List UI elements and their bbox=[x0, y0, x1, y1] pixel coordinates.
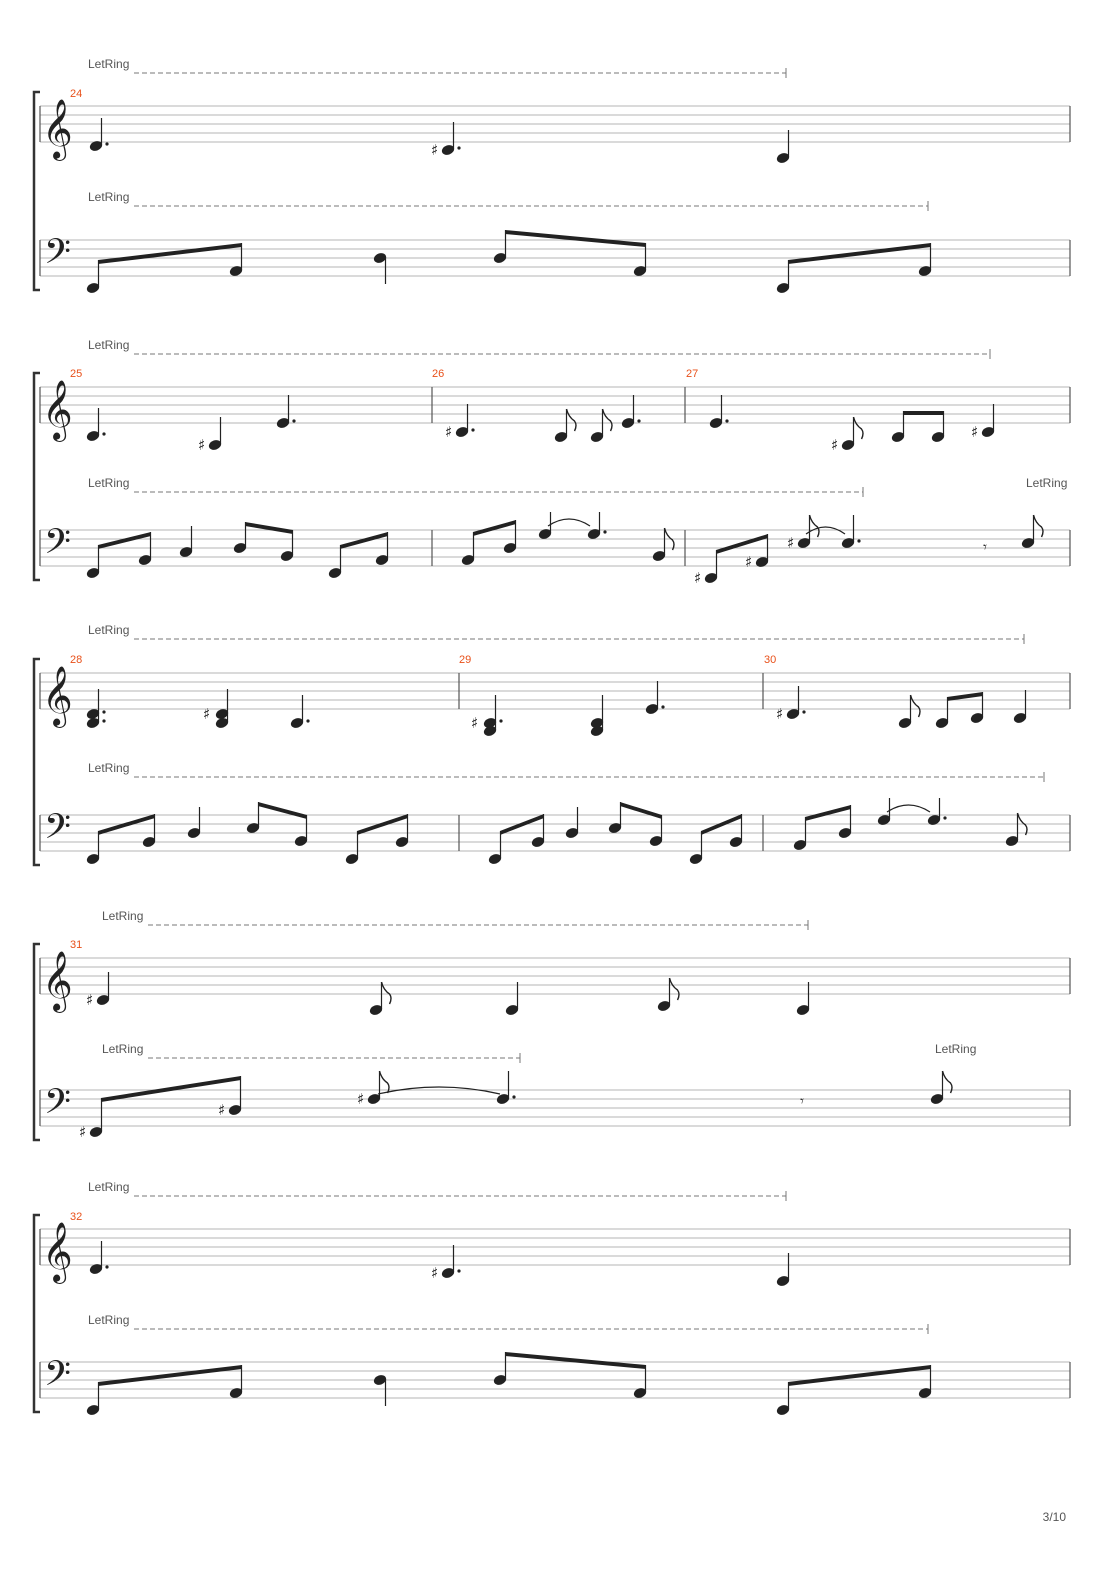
beam bbox=[505, 230, 646, 247]
dot bbox=[637, 419, 640, 422]
system-4 bbox=[34, 909, 1070, 1141]
sharp-sign: ♯ bbox=[745, 553, 753, 571]
let-ring-label: LetRing bbox=[88, 761, 130, 775]
beam bbox=[98, 532, 151, 549]
beam bbox=[788, 243, 931, 264]
system-1 bbox=[34, 57, 1070, 294]
beam bbox=[340, 532, 388, 549]
dot bbox=[457, 1269, 460, 1272]
beam bbox=[716, 534, 768, 554]
beam bbox=[98, 243, 242, 264]
measure-number: 28 bbox=[70, 654, 83, 666]
dot bbox=[105, 142, 108, 145]
sharp-sign: ♯ bbox=[694, 569, 702, 587]
page-number: 3/10 bbox=[1042, 1510, 1066, 1524]
treble-clef-icon: 𝄞 bbox=[42, 380, 73, 440]
dot bbox=[802, 710, 805, 713]
flag bbox=[810, 515, 820, 537]
let-ring-label: LetRing bbox=[88, 1313, 130, 1327]
dot bbox=[603, 530, 606, 533]
let-ring-label: LetRing bbox=[88, 338, 130, 352]
bass-clef-icon: 𝄢 bbox=[44, 1081, 72, 1130]
sharp-sign: ♯ bbox=[431, 141, 439, 159]
sharp-sign: ♯ bbox=[471, 714, 479, 732]
dot bbox=[306, 719, 309, 722]
flag bbox=[854, 417, 864, 439]
sharp-sign: ♯ bbox=[431, 1264, 439, 1282]
system-2 bbox=[34, 338, 1070, 587]
dot bbox=[292, 419, 295, 422]
sharp-sign: ♯ bbox=[831, 436, 839, 454]
sharp-sign: ♯ bbox=[203, 705, 211, 723]
sharp-sign: ♯ bbox=[198, 436, 206, 454]
let-ring-label: LetRing bbox=[102, 1042, 144, 1056]
let-ring-label: LetRing bbox=[88, 623, 130, 637]
let-ring-label: LetRing bbox=[1026, 476, 1068, 490]
beam bbox=[505, 1352, 646, 1369]
dot bbox=[499, 719, 502, 722]
beam bbox=[101, 1076, 241, 1102]
dot bbox=[105, 1265, 108, 1268]
dot bbox=[512, 1095, 515, 1098]
tie bbox=[887, 805, 930, 812]
dot bbox=[857, 539, 860, 542]
bass-clef-icon: 𝄢 bbox=[44, 231, 72, 280]
bass-clef-icon: 𝄢 bbox=[44, 806, 72, 855]
sharp-sign: ♯ bbox=[776, 705, 784, 723]
flag bbox=[911, 695, 921, 717]
sharp-sign: ♯ bbox=[218, 1101, 226, 1119]
dot bbox=[471, 428, 474, 431]
bass-clef-icon: 𝄢 bbox=[44, 521, 72, 570]
dot bbox=[457, 146, 460, 149]
dot bbox=[943, 816, 946, 819]
treble-clef-icon: 𝄞 bbox=[42, 1222, 73, 1282]
sharp-sign: ♯ bbox=[86, 991, 94, 1009]
flag bbox=[1034, 515, 1044, 537]
beam bbox=[245, 522, 293, 534]
dot bbox=[102, 719, 105, 722]
eighth-rest: 𝄾 bbox=[800, 1092, 804, 1110]
dot bbox=[102, 710, 105, 713]
let-ring-label: LetRing bbox=[102, 909, 144, 923]
system-bracket bbox=[34, 1215, 40, 1412]
sharp-sign: ♯ bbox=[79, 1123, 87, 1141]
flag bbox=[603, 409, 613, 431]
treble-clef-icon: 𝄞 bbox=[42, 666, 73, 726]
measure-number: 26 bbox=[432, 368, 445, 380]
sharp-sign: ♯ bbox=[445, 423, 453, 441]
system-bracket bbox=[34, 373, 40, 580]
let-ring-label: LetRing bbox=[935, 1042, 977, 1056]
system-3 bbox=[34, 623, 1070, 865]
sharp-sign: ♯ bbox=[971, 423, 979, 441]
system-5 bbox=[34, 1180, 1070, 1416]
measure-number: 30 bbox=[764, 654, 777, 666]
tie bbox=[548, 519, 590, 526]
beam bbox=[98, 1365, 242, 1386]
sharp-sign: ♯ bbox=[787, 534, 795, 552]
sharp-sign: ♯ bbox=[357, 1090, 365, 1108]
system-bracket bbox=[34, 659, 40, 865]
system-bracket bbox=[34, 92, 40, 290]
let-ring-label: LetRing bbox=[88, 57, 130, 71]
beam bbox=[805, 805, 851, 821]
dot bbox=[725, 419, 728, 422]
eighth-rest: 𝄾 bbox=[983, 538, 987, 556]
measure-number: 31 bbox=[70, 939, 83, 951]
measure-number: 29 bbox=[459, 654, 472, 666]
let-ring-label: LetRing bbox=[88, 1180, 130, 1194]
let-ring-label: LetRing bbox=[88, 190, 130, 204]
measure-number: 24 bbox=[70, 88, 83, 100]
beam bbox=[788, 1365, 931, 1386]
beam bbox=[258, 802, 307, 819]
flag bbox=[670, 978, 680, 1000]
measure-number: 25 bbox=[70, 368, 83, 380]
measure-number: 32 bbox=[70, 1211, 83, 1223]
flag bbox=[567, 409, 577, 431]
dot bbox=[661, 705, 664, 708]
system-bracket bbox=[34, 944, 40, 1140]
treble-clef-icon: 𝄞 bbox=[42, 99, 73, 159]
let-ring-label: LetRing bbox=[88, 476, 130, 490]
beam bbox=[473, 520, 516, 536]
bass-clef-icon: 𝄢 bbox=[44, 1353, 72, 1402]
dot bbox=[102, 432, 105, 435]
beam bbox=[620, 802, 662, 819]
beam bbox=[903, 411, 944, 415]
treble-clef-icon: 𝄞 bbox=[42, 951, 73, 1011]
measure-number: 27 bbox=[686, 368, 699, 380]
